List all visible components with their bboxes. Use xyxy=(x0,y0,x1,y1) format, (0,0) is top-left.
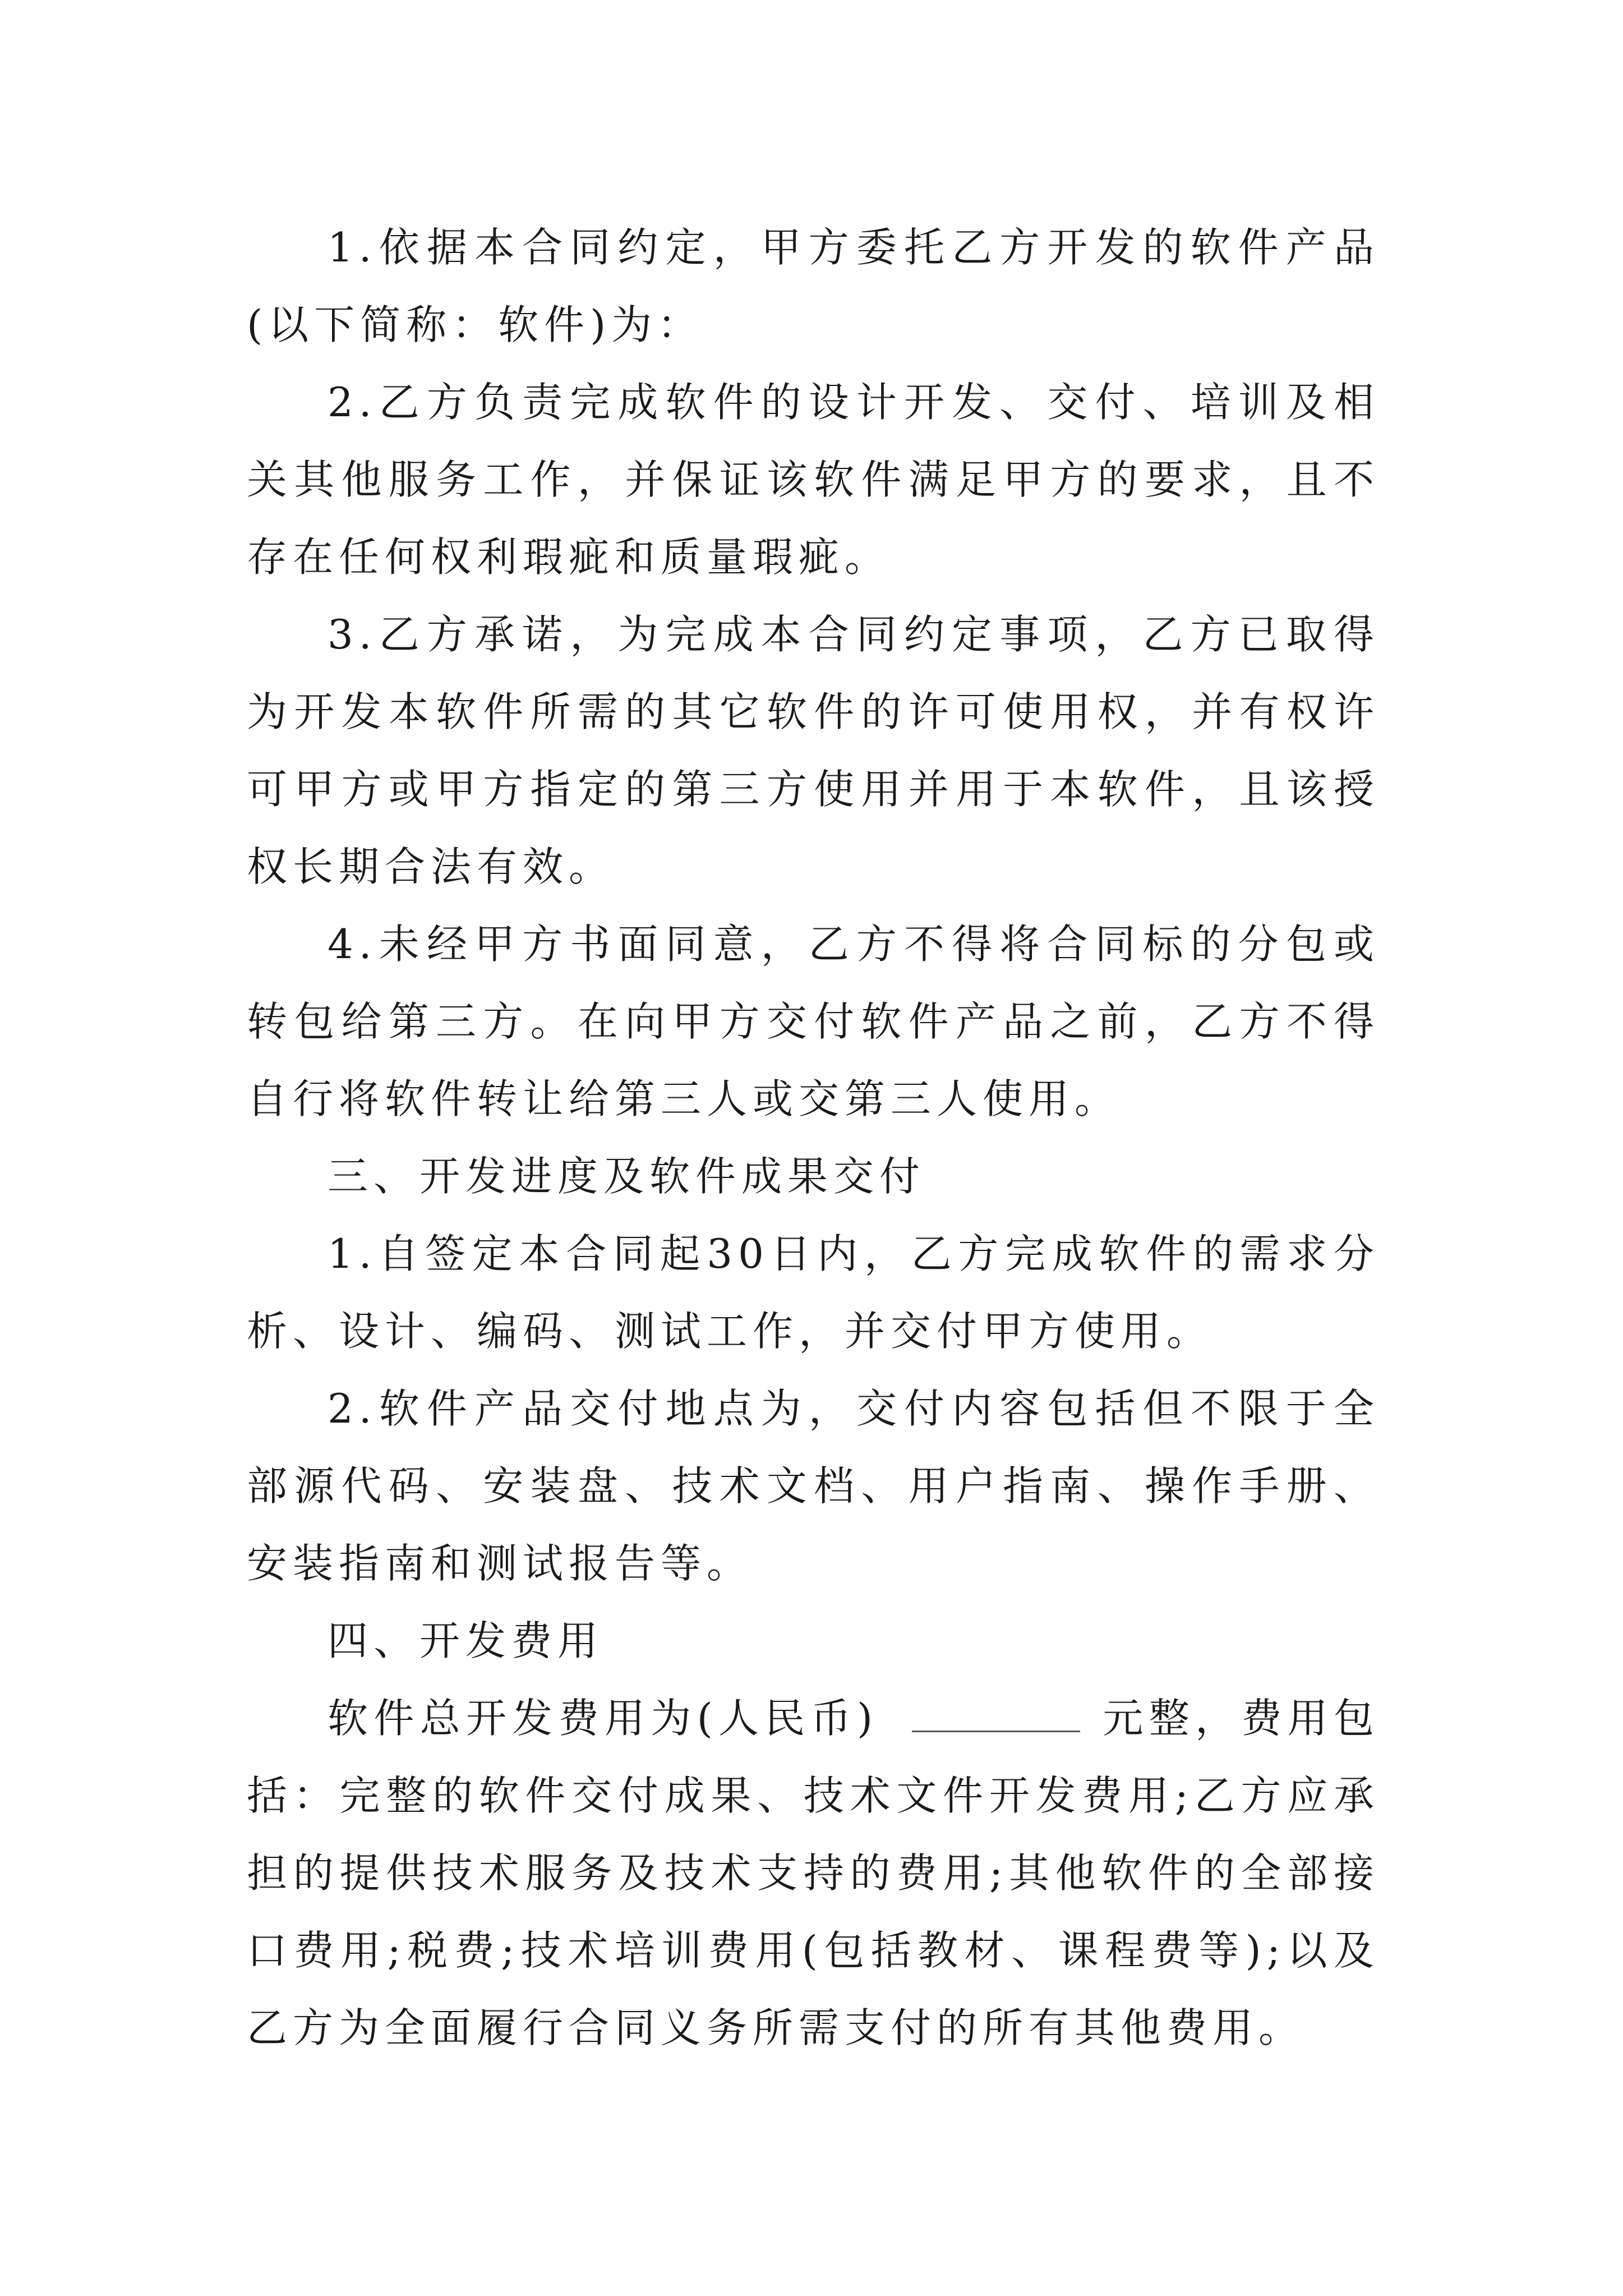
fee-prefix: 软件总开发费用为(人民币) xyxy=(328,1695,879,1742)
clause-2-1: 1.依据本合同约定，甲方委托乙方开发的软件产品(以下简称：软件)为： xyxy=(247,224,1380,348)
document-body xyxy=(247,209,1380,2067)
clause-2-3: 3.乙方承诺，为完成本合同约定事项，乙方已取得为开发本软件所需的其它软件的许可使用权，并有权许可甲方或甲方指定的第三方使用并用于本软件，且该授权长期合法有效。 xyxy=(247,611,1380,890)
clause-3-1: 1.自签定本合同起30日内，乙方完成软件的需求分析、设计、编码、测试工作，并交付甲方使用。 xyxy=(247,1230,1380,1355)
fee-suffix: 元整，费用包括：完整的软件交付成果、技术文件开发费用;乙方应承担的提供技术服务及技术支持的费用;其他软件的全部接口费用;税费;技术培训费用(包括教材、课程费等);以及乙方为全面履行合同义务所需支付的所有其他费用。 xyxy=(247,1695,1380,2051)
section-four-heading: 四、开发费用 xyxy=(328,1617,604,1664)
section-three-heading: 三、开发进度及软件成果交付 xyxy=(328,1153,926,1200)
fee-amount-blank xyxy=(912,1691,1080,1732)
clause-2-4: 4.未经甲方书面同意，乙方不得将合同标的分包或转包给第三方。在向甲方交付软件产品之前，乙方不得自行将软件转让给第三人或交第三人使用。 xyxy=(247,921,1380,1122)
clause-3-2: 2.软件产品交付地点为，交付内容包括但不限于全部源代码、安装盘、技术文档、用户指南、操作手册、安装指南和测试报告等。 xyxy=(247,1385,1380,1587)
clause-4-fee xyxy=(247,1680,1380,2067)
clause-2-2: 2.乙方负责完成软件的设计开发、交付、培训及相关其他服务工作，并保证该软件满足甲方的要求，且不存在任何权利瑕疵和质量瑕疵。 xyxy=(247,379,1380,581)
